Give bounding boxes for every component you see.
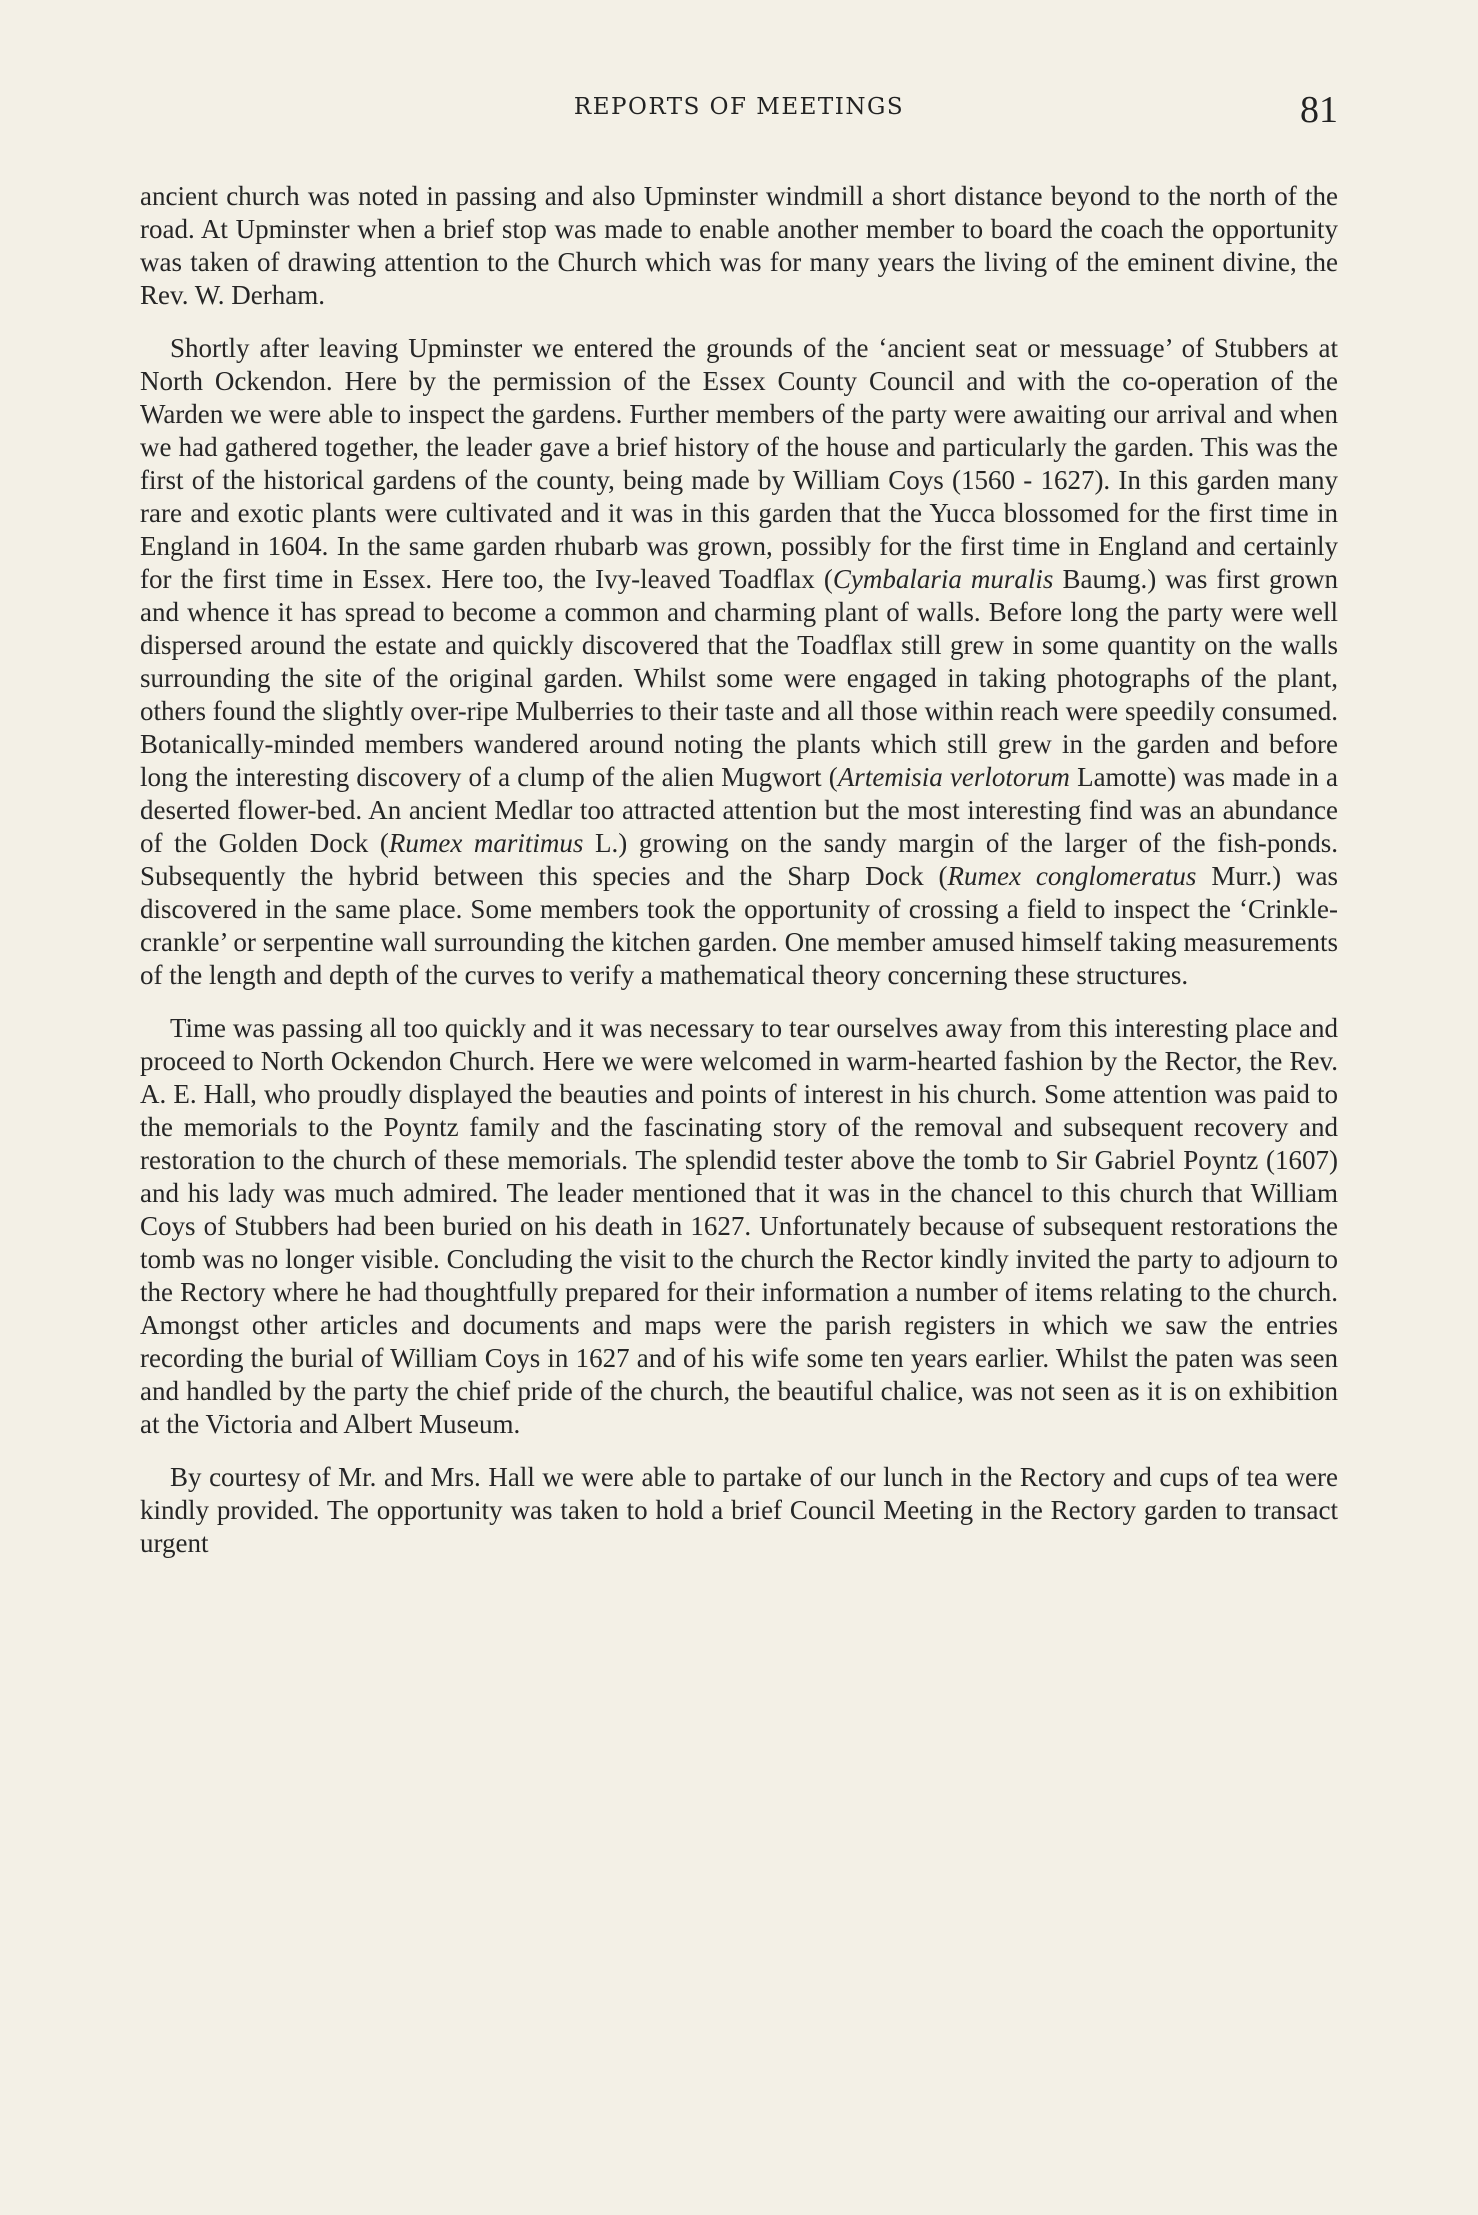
page-header bbox=[140, 88, 1338, 138]
paragraph-4: By courtesy of Mr. and Mrs. Hall we were able to partake of our lunch in the Rectory and cups of tea were kindly provided. The opportunity was taken to hold a brief Council Meeting in the Rectory garden to transact urgent bbox=[140, 1462, 1338, 1558]
running-head: REPORTS OF MEETINGS bbox=[573, 94, 905, 120]
paragraph-1: ancient church was noted in passing and also Upminster windmill a short distance beyond to the north of the road. At Upminster when a brief stop was made to enable another member to board the coach the opportunity was taken of drawing attention to the Church which was for many years the living of the eminent divine, the Rev. W. Derham. bbox=[140, 181, 1338, 310]
paragraph-2-text-e: Murr.) was discovered in the same place. Some members took the opportunity of crossing a field to inspect the ‘Crinkle-crankle’ or serpentine wall surrounding the kitchen garden. One member amused himself taking measurements of the length and depth of the curves to verify a mathematical theory concerning these structures. bbox=[140, 861, 1338, 990]
species-name-rumex-maritimus: Rumex maritimus bbox=[388, 828, 584, 858]
paragraph-3: Time was passing all too quickly and it was necessary to tear ourselves away from this interesting place and proceed to North Ockendon Church. Here we were welcomed in warm-hearted fashion by the Rector, the Rev. A. E. Hall, who proudly displayed the beauties and points of interest in his church. Some attention was paid to the memorials to the Poyntz family and the fascinating story of the removal and subsequent recovery and restoration to the church of these memorials. The splendid tester above the tomb to Sir Gabriel Poyntz (1607) and his lady was much admired. The leader mentioned that it was in the chancel to this church that William Coys of Stubbers had been buried on his death in 1627. Unfortunately because of subsequent restorations the tomb was no longer visible. Concluding the visit to the church the Rector kindly invited the party to adjourn to the Rectory where he had thoughtfully prepared for their information a number of items relating to the church. Amongst other articles and documents and maps were the parish registers in which we saw the entries recording the burial of William Coys in 1627 and of his wife some ten years earlier. Whilst the paten was seen and handled by the party the chief pride of the church, the beautiful chalice, was not seen as it is on exhibition at the Victoria and Albert Museum. bbox=[140, 1013, 1338, 1439]
paragraph-2 bbox=[140, 332, 1338, 992]
paragraph-2-text-c: Lamotte) was made in a deserted flower-bed. An ancient Medlar too attracted attention but the most interesting find was an abundance of the Golden Dock ( bbox=[140, 762, 1339, 858]
species-name-rumex-conglomeratus: Rumex conglomeratus bbox=[947, 861, 1197, 891]
body-text bbox=[140, 180, 1338, 1580]
paragraph-2-text-b: Baumg.) was first grown and whence it has spread to become a common and charming plant of walls. Before long the party were well dispersed around the estate and quickly discovered that the Toadflax still grew in some quantity on the walls surrounding the site of the original garden. Whilst some were engaged in taking photographs of the plant, others found the slightly over-ripe Mulberries to their taste and all those within reach were speedily consumed. Botanically-minded members wandered around noting the plants which still grew in the garden and before long the interesting discovery of a clump of the alien Mugwort ( bbox=[140, 564, 1338, 792]
paragraph-2-text-d: L.) growing on the sandy margin of the larger of the fish-ponds. Subsequently the hybrid between this species and the Sharp Dock ( bbox=[140, 828, 1338, 891]
species-name-artemisia: Artemisia verlotorum bbox=[837, 762, 1070, 792]
paragraph-2-text-a: Shortly after leaving Upminster we entered the grounds of the ‘ancient seat or messuage’ of Stubbers at North Ockendon. Here by the permission of the Essex County Council and with the co-operation of the Warden we were able to inspect the gardens. Further members of the party were awaiting our arrival and when we had gathered together, the leader gave a brief history of the house and particularly the garden. This was the first of the historical gardens of the county, being made by William Coys (1560 - 1627). In this garden many rare and exotic plants were cultivated and it was in this garden that the Yucca blossomed for the first time in England in 1604. In the same garden rhubarb was grown, possibly for the first time in England and certainly for the first time in Essex. Here too, the Ivy-leaved Toadflax ( bbox=[140, 333, 1338, 594]
species-name-cymbalaria: Cymbalaria muralis bbox=[832, 564, 1054, 594]
page-number: 81 bbox=[1300, 89, 1338, 131]
